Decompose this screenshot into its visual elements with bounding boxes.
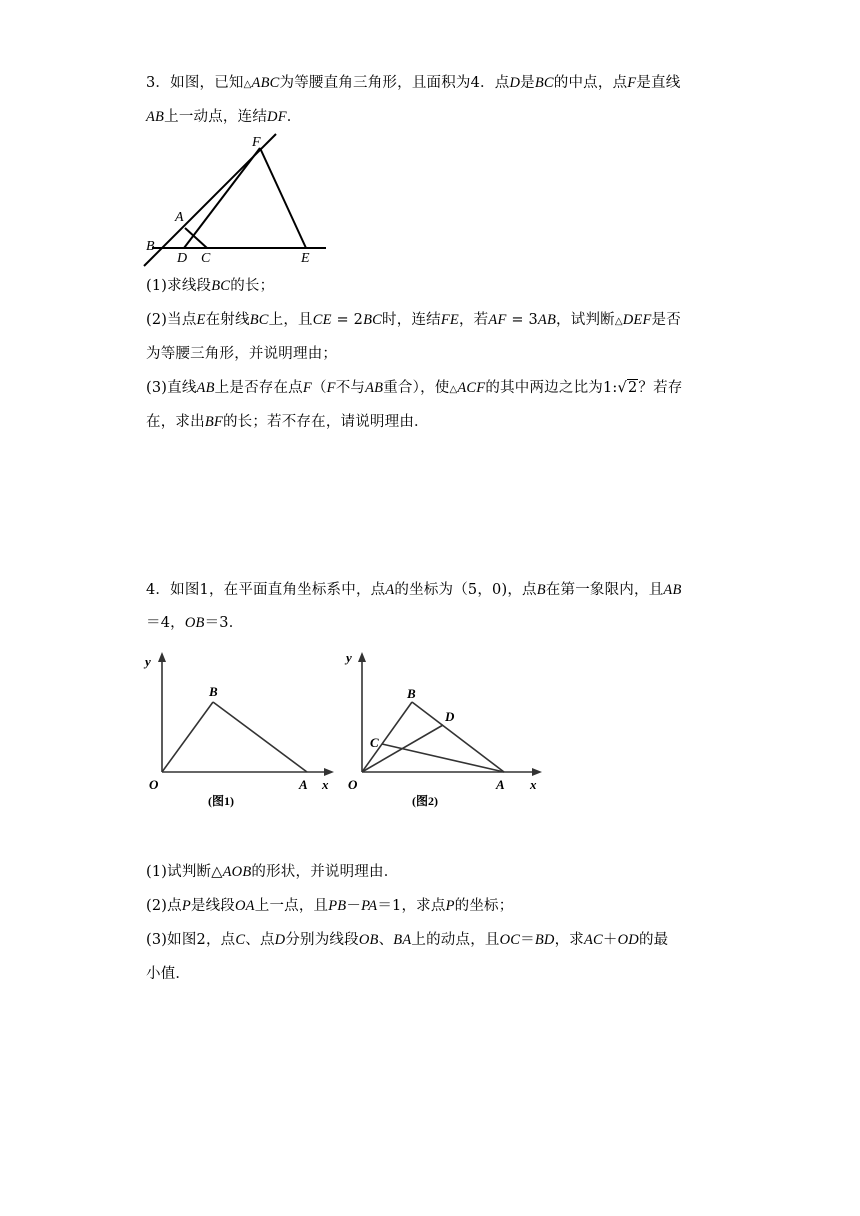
q4-fig1-caption: (图1) [208,794,234,808]
q4-statement-line2: ＝4，OB＝3． [146,615,244,631]
q4-fig1-label-B: B [209,684,218,699]
q3-label-A: A [175,210,184,225]
q3-label-B: B [146,239,155,254]
q4-fig1-label-A: A [299,777,308,792]
q4-figure-1 [140,648,340,813]
q4-fig2-label-C: C [370,735,379,750]
q3-part1: (1)求线段BC的长； [146,278,275,294]
q4-fig2-label-y: y [346,650,352,665]
q4-fig2-caption: (图2) [412,794,438,808]
q3-statement-line2: AB上一动点，连结DF． [146,109,302,125]
q4-fig2-label-O: O [348,777,358,792]
q3-part3-line1: (3)直线AB上是否存在点F（F不与AB重合），使△ACF的其中两边之比为1:√2？若存 [146,380,683,396]
q4-figure-2 [338,648,548,813]
q4-part1: (1)试判断△AOB的形状，并说明理由． [146,864,399,880]
q3-label-C: C [201,251,211,266]
q4-part3-line1: (3)如图2，点C、点D分别为线段OB、BA上的动点，且OC＝BD，求AC＋OD的最 [146,932,669,948]
q4-fig2-label-B: B [407,686,416,701]
q4-fig1-label-x: x [322,777,329,792]
q3-label-F: F [252,135,261,150]
q4-fig2-label-A: A [496,777,505,792]
q3-figure [140,130,340,270]
q4-fig1-label-y: y [145,654,151,669]
q3-statement-line1: 3．如图，已知△ABC为等腰直角三角形，且面积为4．点D是BC的中点，点F是直线 [146,75,681,91]
q4-part2: (2)点P是线段OA上一点，且PB－PA＝1，求点P的坐标； [146,898,514,914]
q3-label-E: E [301,251,310,266]
q3-part2-line2: 为等腰三角形，并说明理由； [146,346,338,362]
q4-fig1-label-O: O [149,777,159,792]
q3-part2-line1: (2)当点E在射线BC上，且CE = 2BC时，连结FE，若AF = 3AB，试判断△DEF是否 [146,312,681,328]
q4-fig2-label-x: x [530,777,537,792]
q4-statement-line1: 4．如图1，在平面直角坐标系中，点A的坐标为（5，0)，点B在第一象限内，且AB [146,582,682,598]
q3-part3-line2: 在，求出BF的长；若不存在，请说明理由． [146,414,429,430]
q4-part3-line2: 小值． [146,966,191,982]
q3-label-D: D [177,251,188,266]
q4-fig2-label-D: D [445,709,455,724]
